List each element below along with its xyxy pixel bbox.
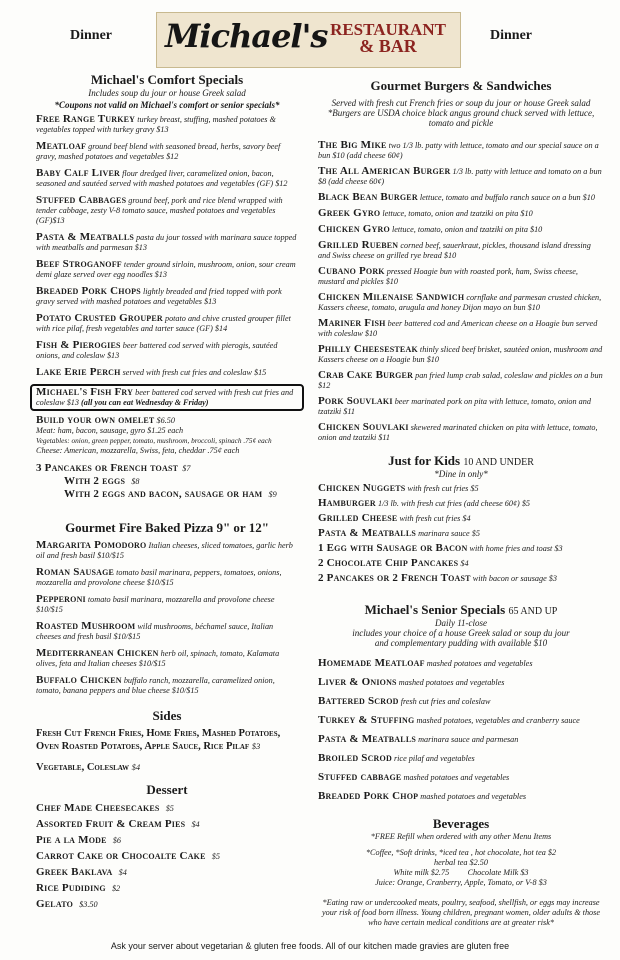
menu-item-desc: corned beef, sauerkraut, pickles, thousand island dressing and Swiss cheese on grilled rye bread $10	[318, 241, 591, 260]
sides-line3-wrap	[36, 761, 298, 774]
menu-item-desc: beer marinated pork on pita with lettuce, tomato, onion and tzatziki $11	[318, 397, 591, 416]
menu-item	[36, 114, 298, 135]
omelet-meat: Meat: ham, bacon, sausage, gyro $1.25 each	[36, 426, 184, 435]
menu-item-price: $6.50	[156, 416, 175, 425]
sides-section	[36, 708, 298, 774]
menu-item-name: Stuffed cabbage	[318, 771, 402, 783]
menu-item-name: Greek Gyro	[318, 207, 381, 219]
menu-item-desc: marinara sauce and parmesan	[418, 735, 519, 744]
menu-item-price: $9	[268, 490, 277, 499]
sides-price2: $4	[131, 762, 141, 772]
menu-item-desc: buffalo ranch, mozzarella, caramelized onion, tomato, banana peppers and blue cheese $10/$15	[36, 676, 275, 695]
menu-item	[318, 573, 604, 584]
menu-item-name: Baby Calf Liver	[36, 167, 121, 179]
comfort-title: Michael's Comfort Specials	[90, 72, 244, 87]
senior-title-wrap	[318, 602, 604, 618]
senior-section	[318, 602, 604, 802]
kids-items	[318, 483, 604, 584]
menu-item-desc: pan fried lump crab salad, coleslaw and pickles on a bun $12	[318, 371, 603, 390]
menu-item	[36, 851, 298, 862]
menu-item-name: Battered Scrod	[318, 695, 399, 707]
menu-item-name: Broiled Scrod	[318, 752, 392, 764]
menu-item-name: Pasta & Meatballs	[318, 733, 417, 745]
menu-item-name: With 2 eggs	[64, 475, 126, 487]
footer-note: Ask your server about vegetarian & gluten free foods. All of our kitchen made gravies are gluten free	[110, 941, 510, 951]
sides-title: Sides	[152, 708, 182, 723]
menu-item	[318, 422, 604, 443]
menu-item-name: Pasta & Meatballs	[318, 527, 417, 539]
menu-item-name: Philly Cheesesteak	[318, 343, 418, 355]
menu-item	[36, 232, 298, 253]
menu-item	[318, 734, 604, 745]
sides-price1: $3	[251, 741, 261, 751]
pancake-item	[64, 489, 298, 500]
pizza-section	[36, 520, 298, 696]
logo-script: Michael's	[165, 17, 328, 55]
menu-item-name: Stuffed Cabbages	[36, 194, 127, 206]
menu-item	[318, 513, 604, 524]
menu-item-desc: mashed potatoes and vegetables	[403, 773, 510, 782]
menu-item-desc: beer battered cod served with pierogis, sautéed onions, and coleslaw $13	[36, 341, 278, 360]
menu-item-desc: 1/3 lb. with fresh cut fries (add cheese 60¢) $5	[377, 499, 531, 508]
menu-item	[36, 259, 298, 280]
menu-item	[36, 367, 298, 378]
menu-item-name: 3 Pancakes or French toast	[36, 462, 179, 474]
menu-item-desc: lightly breaded and fried topped with pork gravy served with mashed potatoes and vegetables $13	[36, 287, 282, 306]
menu-item	[36, 648, 298, 669]
sides-line1: Fresh Cut French Fries, Home Fries, Mashed Potatoes,	[36, 728, 281, 739]
menu-item	[36, 340, 298, 361]
omelet-item	[36, 415, 298, 456]
menu-item-desc: mashed potatoes and vegetables	[398, 678, 505, 687]
burgers-sub1: Served with fresh cut French fries or soup du jour or house Greek salad	[331, 98, 591, 108]
pancake-item	[36, 463, 298, 474]
menu-item	[318, 772, 604, 783]
menu-item	[318, 483, 604, 494]
menu-item-name: 1 Egg with Sausage or Bacon	[318, 542, 468, 554]
menu-item-name: Chicken Gyro	[318, 223, 390, 235]
menu-item-name: Potato Crusted Grouper	[36, 312, 163, 324]
menu-item	[318, 344, 604, 365]
beverages-line3: herbal tea $2.50	[434, 858, 488, 867]
menu-item-name: With 2 eggs and bacon, sausage or ham	[64, 488, 263, 500]
menu-item-desc: lettuce, tomato, onion and tzatziki on pita $10	[391, 225, 543, 234]
omelet-cheese: Cheese: American, mozzarella, Swiss, feta, cheddar .75¢ each	[36, 446, 240, 455]
menu-item-desc: potato and chive crusted grouper fillet with rice pilaf, fresh vegetables and tarter sauce (GF) $14	[36, 314, 291, 333]
menu-item-name: Cubano Pork	[318, 265, 385, 277]
menu-item-desc: mashed potatoes and vegetables	[420, 792, 527, 801]
menu-item-name: Chicken Souvlaki	[318, 421, 409, 433]
menu-item-name: Chicken Milenaise Sandwich	[318, 291, 465, 303]
menu-item	[36, 819, 298, 830]
menu-item	[318, 753, 604, 764]
senior-title-suffix: 65 AND UP	[508, 606, 558, 617]
menu-item-name: 2 Chocolate Chip Pancakes	[318, 557, 459, 569]
menu-item	[318, 696, 604, 707]
menu-item-price: $2	[111, 884, 121, 893]
senior-sub1: Daily 11-close	[434, 618, 488, 628]
menu-item-price: $4	[191, 820, 200, 829]
pizza-items	[36, 540, 298, 696]
menu-item-desc: fresh cut fries and coleslaw	[400, 697, 491, 706]
beverages-line5: Juice: Orange, Cranberry, Apple, Tomato, or V-8 $3	[375, 878, 547, 887]
menu-item-name: Grilled Rueben	[318, 239, 399, 251]
menu-item	[318, 208, 604, 219]
fish-fry-item	[30, 384, 304, 411]
menu-item-price: $8	[131, 477, 140, 486]
menu-item-desc: served with fresh cut fries and coleslaw $15	[122, 368, 267, 377]
menu-item-name: Grilled Cheese	[318, 512, 398, 524]
menu-item-name: Beef Stroganoff	[36, 258, 122, 270]
senior-sub2: includes your choice of a house Greek salad or soup du jour and complementary pudding with available $10	[352, 628, 570, 648]
menu-item-desc: ground beef, pork and rice blend wrapped with tender cabbage, zesty V-8 tomato sauce, mashed potatoes and vegetables (GF)$13	[36, 196, 283, 225]
menu-item-price: $4	[118, 868, 127, 877]
logo-restaurant-bar	[323, 21, 453, 55]
kids-note: *Dine in only*	[434, 469, 488, 479]
beverages-line2: *Coffee, *Soft drinks, *iced tea , hot chocolate, hot tea $2	[365, 848, 557, 857]
menu-item-name: Build your own omelet	[36, 414, 155, 426]
pancake-item	[64, 476, 298, 487]
menu-item-desc: $4	[460, 559, 469, 568]
menu-item-desc: mashed potatoes and vegetables	[426, 659, 533, 668]
menu-item-name: Pasta & Meatballs	[36, 231, 135, 243]
menu-item	[318, 166, 604, 187]
kids-section	[318, 453, 604, 584]
menu-item-name: Michael's Fish Fry	[36, 386, 134, 398]
menu-item-desc: wild mushrooms, béchamel sauce, Italian cheeses and fresh basil $10/$15	[36, 622, 274, 641]
menu-item-desc: mashed potatoes, vegetables and cranberry sauce	[416, 716, 580, 725]
menu-item-name: Carrot Cake or Chocoalte Cake	[36, 850, 206, 862]
menu-item	[318, 370, 604, 391]
menu-item-desc: turkey breast, stuffing, mashed potatoes & vegetables topped with turkey gravy $13	[36, 115, 276, 134]
kids-title-wrap	[318, 453, 604, 469]
menu-item	[36, 141, 298, 162]
menu-item-name: Fish & Pierogies	[36, 339, 121, 351]
menu-item-name: Rice Pudiding	[36, 882, 106, 894]
menu-item-desc: beer battered cod served with fresh cut fries and coleslaw $13	[36, 388, 294, 407]
menu-item-name: Pepperoni	[36, 593, 86, 605]
sides-line3: Vegetable, Coleslaw	[36, 762, 130, 773]
senior-items	[318, 658, 604, 802]
logo-line2: & BAR	[359, 36, 417, 56]
menu-item-desc: herb oil, spinach, tomato, Kalamata olives, feta and Italian cheeses $10/$15	[36, 649, 280, 668]
menu-item-name: Breaded Pork Chops	[36, 285, 141, 297]
menu-item-name: 2 Pancakes or 2 French Toast	[318, 572, 471, 584]
pizza-title: Gourmet Fire Baked Pizza 9" or 12"	[65, 520, 269, 535]
menu-item-name: Black Bean Burger	[318, 191, 418, 203]
comfort-items	[36, 114, 298, 378]
menu-item-desc: beer battered cod and American cheese on a Hoagie bun served with coleslaw $10	[318, 319, 598, 338]
menu-item-desc: lettuce, tomato and buffalo ranch sauce on a bun $10	[419, 193, 595, 202]
menu-item-desc: tender ground sirloin, mushroom, onion, sour cream demi glaze served over egg noodles $13	[36, 260, 296, 279]
menu-item-desc: with fresh cut fries $4	[399, 514, 471, 523]
menu-item	[36, 168, 298, 189]
sides-line2: Oven Roasted Potatoes, Apple Sauce, Rice Pilaf	[36, 741, 250, 752]
menu-item	[36, 594, 298, 615]
header-right-label: Dinner	[490, 28, 532, 43]
menu-item	[318, 543, 604, 554]
menu-item	[36, 567, 298, 588]
menu-item-desc: cornflake and parmesan crusted chicken, Kassers cheese, tomato, arugula and honey Dijon mayo on bun $10	[318, 293, 602, 312]
menu-item-desc: skewered marinated chicken on pita with lettuce, tomato, onion and tzatziki $11	[318, 423, 598, 442]
menu-item-name: Buffalo Chicken	[36, 674, 122, 686]
menu-item	[36, 675, 298, 696]
menu-item-desc: two 1/3 lb. patty with lettuce, tomato and our special sauce on a bun $10 (add cheese 60¢)	[318, 141, 599, 160]
menu-item-name: Crab Cake Burger	[318, 369, 414, 381]
sides-line2-wrap	[36, 740, 298, 753]
beverages-line1: *FREE Refill when ordered with any other Menu Items	[370, 832, 552, 841]
menu-item-desc: with home fries and toast $3	[469, 544, 563, 553]
menu-item	[36, 835, 298, 846]
menu-item-name: Mediterranean Chicken	[36, 647, 159, 659]
menu-item-name: Turkey & Stuffing	[318, 714, 415, 726]
menu-item-name: Chicken Nuggets	[318, 482, 406, 494]
menu-item-price: $5	[211, 852, 220, 861]
menu-item	[318, 528, 604, 539]
menu-item-name: Breaded Pork Chop	[318, 790, 419, 802]
menu-item-desc: tomato basil marinara, peppers, tomatoes, onions, mozzarella and provolone cheese $10/$15	[36, 568, 282, 587]
menu-item	[36, 867, 298, 878]
logo-line1: RESTAURANT	[330, 20, 446, 39]
left-column	[36, 72, 298, 915]
dessert-section	[36, 782, 298, 910]
menu-item-desc: tomato basil marinara, mozzarella and provolone cheese $10/$15	[36, 595, 275, 614]
menu-item-name: Assorted Fruit & Cream Pies	[36, 818, 186, 830]
dessert-items	[36, 803, 298, 910]
restaurant-logo	[156, 12, 461, 68]
menu-item	[318, 396, 604, 417]
menu-item-name: Margarita Pomodoro	[36, 539, 147, 551]
fish-fry-emphasis: (all you can eat Wednesday & Friday)	[81, 398, 209, 407]
menu-item-name: Meatloaf	[36, 140, 87, 152]
menu-item-name: Greek Baklava	[36, 866, 113, 878]
menu-item	[318, 715, 604, 726]
menu-item-desc: marinara sauce $5	[418, 529, 480, 538]
burgers-sub2: *Burgers are USDA choice black angus ground chuck served with lettuce, tomato and pickle	[327, 108, 595, 128]
beverages-section	[318, 816, 604, 928]
sides-list	[36, 728, 298, 774]
menu-item	[318, 292, 604, 313]
menu-item-name: Lake Erie Perch	[36, 366, 121, 378]
menu-item-name: Liver & Onions	[318, 676, 397, 688]
beverages-title: Beverages	[432, 816, 490, 831]
right-column	[318, 78, 604, 928]
menu-item	[318, 498, 604, 509]
menu-item	[36, 883, 298, 894]
menu-item	[36, 195, 298, 226]
pancake-list	[36, 463, 298, 500]
menu-item-name: Roman Sausage	[36, 566, 115, 578]
omelet-veg: Vegetables: onion, green pepper, tomato, mushroom, broccoli, spinach .75¢ each	[36, 436, 272, 445]
menu-item-name: Homemade Meatloaf	[318, 657, 425, 669]
menu-item-desc: pressed Hoagie bun with roasted pork, ham, Swiss cheese, mustard and pickles $10	[318, 267, 578, 286]
menu-item-desc: lettuce, tomato, onion and tzatziki on pita $10	[382, 209, 533, 218]
menu-item	[318, 318, 604, 339]
menu-item-name: Gelato	[36, 898, 74, 910]
menu-item-price: $5	[165, 804, 174, 813]
menu-item	[36, 540, 298, 561]
menu-item-name: Pork Souvlaki	[318, 395, 393, 407]
menu-item-name: The Big Mike	[318, 139, 387, 151]
burgers-title: Gourmet Burgers & Sandwiches	[370, 78, 552, 93]
menu-item	[36, 286, 298, 307]
menu-item	[318, 677, 604, 688]
menu-item-name: Chef Made Cheesecakes	[36, 802, 160, 814]
menu-item	[318, 240, 604, 261]
menu-item-desc: flour dredged liver, caramelized onion, bacon, seasoned and sautéed served with mashed potatoes and vegetables (GF) $12	[36, 169, 288, 188]
menu-item-name: Roasted Mushroom	[36, 620, 136, 632]
comfort-subtitle: Includes soup du jour or house Greek salad	[88, 88, 246, 98]
menu-item	[36, 803, 298, 814]
menu-item-name: Mariner Fish	[318, 317, 386, 329]
kids-title: Just for Kids	[388, 453, 461, 468]
menu-item	[36, 313, 298, 334]
menu-item-price: $6	[112, 836, 121, 845]
menu-item-desc: rice pilaf and vegetables	[393, 754, 475, 763]
beverages-line4: White milk $2.75 Chocolate Milk $3	[393, 868, 529, 877]
menu-item	[36, 899, 298, 910]
kids-title-suffix: 10 AND UNDER	[463, 457, 534, 468]
menu-item-price: $3.50	[79, 900, 98, 909]
menu-item-desc: Italian cheeses, sliced tomatoes, garlic herb oil and fresh basil $10/$15	[36, 541, 293, 560]
menu-item-name: Hamburger	[318, 497, 376, 509]
senior-title: Michael's Senior Specials	[364, 602, 506, 617]
burger-items	[318, 140, 604, 443]
comfort-note: *Coupons not valid on Michael's comfort or senior specials*	[54, 100, 280, 110]
menu-item-desc: 1/3 lb. patty with lettuce and tomato on a bun $8 (add cheese 60¢)	[318, 167, 602, 186]
allergy-warning: *Eating raw or undercooked meats, poultry, seafood, shellfish, or eggs may increase your risk of food born illness. Young children, pregnant women, older adults & those who have certain medical conditions are at greater risk*	[322, 898, 600, 927]
menu-item-desc: pasta du jour tossed with marinara sauce topped with meatballs and parmesan $13	[36, 233, 297, 252]
menu-item	[318, 558, 604, 569]
menu-item	[318, 658, 604, 669]
menu-item-desc: thinly sliced beef brisket, sautéed onion, mushroom and Kassers cheese on a Hoagie bun $10	[318, 345, 603, 364]
menu-item-name: Pie a la Mode	[36, 834, 107, 846]
menu-item-desc: ground beef blend with seasoned bread, herbs, savory beef gravy, mashed potatoes and vegetables $12	[36, 142, 281, 161]
menu-item	[318, 266, 604, 287]
menu-item	[36, 621, 298, 642]
burgers-section	[318, 78, 604, 443]
menu-item	[318, 140, 604, 161]
menu-item	[318, 224, 604, 235]
menu-item-name: The All American Burger	[318, 165, 451, 177]
header-left-label: Dinner	[70, 28, 112, 43]
dessert-title: Dessert	[146, 782, 188, 797]
menu-item-price: $7	[182, 464, 191, 473]
menu-item	[318, 791, 604, 802]
menu-item-desc: with bacon or sausage $3	[472, 574, 557, 583]
menu-item-desc: with fresh cut fries $5	[407, 484, 479, 493]
menu-item-name: Free Range Turkey	[36, 113, 136, 125]
menu-item	[318, 192, 604, 203]
comfort-specials-section	[36, 72, 298, 500]
